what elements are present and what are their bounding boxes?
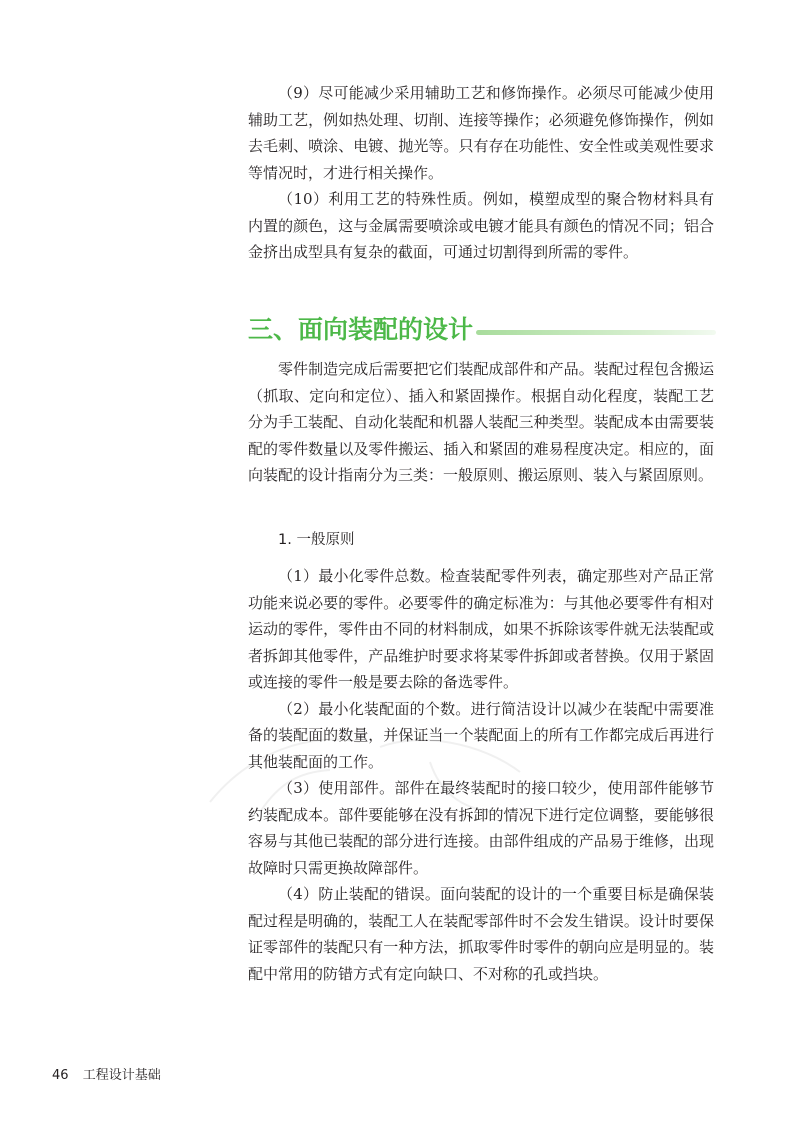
intro-paragraph: 零件制造完成后需要把它们装配成部件和产品。装配过程包含搬运（抓取、定向和定位）、插入和紧固操作。根据自动化程度，装配工艺分为手工装配、自动化装配和机器人装配三种类型。装配成本由需要装配的零件数量以及零件搬运、插入和紧固的难易程度决定。相应的，面向装配的设计指南分为三类：一般原则、搬运原则、装入与紧固原则。 [248,360,714,484]
paragraph-9: （9）尽可能减少采用辅助工艺和修饰操作。必须尽可能减少使用辅助工艺，例如热处理、切削、连接等操作；必须避免修饰操作，例如去毛刺、喷涂、电镀、抛光等。只有存在功能性、安全性或美观性要求等情况时，才进行相关操作。 [248,84,714,182]
section-title: 三、面向装配的设计 [248,315,474,344]
principle-1: （1）最小化零件总数。检查装配零件列表，确定那些对产品正常功能来说必要的零件。必要零件的确定标准为：与其他必要零件有相对运动的零件，零件由不同的材料制成，如果不拆除该零件就无法装配或者拆卸其他零件，产品维护时要求将某零件拆卸或者替换。仅用于紧固或连接的零件一般是要去除的备选零件。 [248,567,714,691]
page-footer [52,1064,161,1083]
principle-3: （3）使用部件。部件在最终装配时的接口较少，使用部件能够节约装配成本。部件要能够在没有拆卸的情况下进行定位调整，要能够很容易与其他已装配的部分进行连接。由部件组成的产品易于维修，出现故障时只需更换故障部件。 [248,779,714,877]
principle-4: （4）防止装配的错误。面向装配的设计的一个重要目标是确保装配过程是明确的，装配工人在装配零部件时不会发生错误。设计时要保证零部件的装配只有一种方法，抓取零件时零件的朝向应是明显的。装配中常用的防错方式有定向缺口、不对称的孔或挡块。 [248,885,714,983]
top-paragraphs [248,80,714,266]
intro-block [248,356,714,489]
book-title: 工程设计基础 [82,1068,161,1083]
heading-accent-line [476,330,716,335]
paragraph-10: （10）利用工艺的特殊性质。例如，模塑成型的聚合物材料具有内置的颜色，这与金属需要喷涂或电镀才能具有颜色的情况不同；铝合金挤出成型具有复杂的截面，可通过切割得到所需的零件。 [248,190,714,261]
principle-2: （2）最小化装配面的个数。进行简洁设计以减少在装配中需要准备的装配面的数量，并保证当一个装配面上的所有工作都完成后再进行其他装配面的工作。 [248,699,714,771]
subsection-title: 1. 一般原则 [278,532,355,548]
section-heading [248,312,716,352]
principles-block [248,563,714,987]
page-number: 46 [52,1068,69,1083]
